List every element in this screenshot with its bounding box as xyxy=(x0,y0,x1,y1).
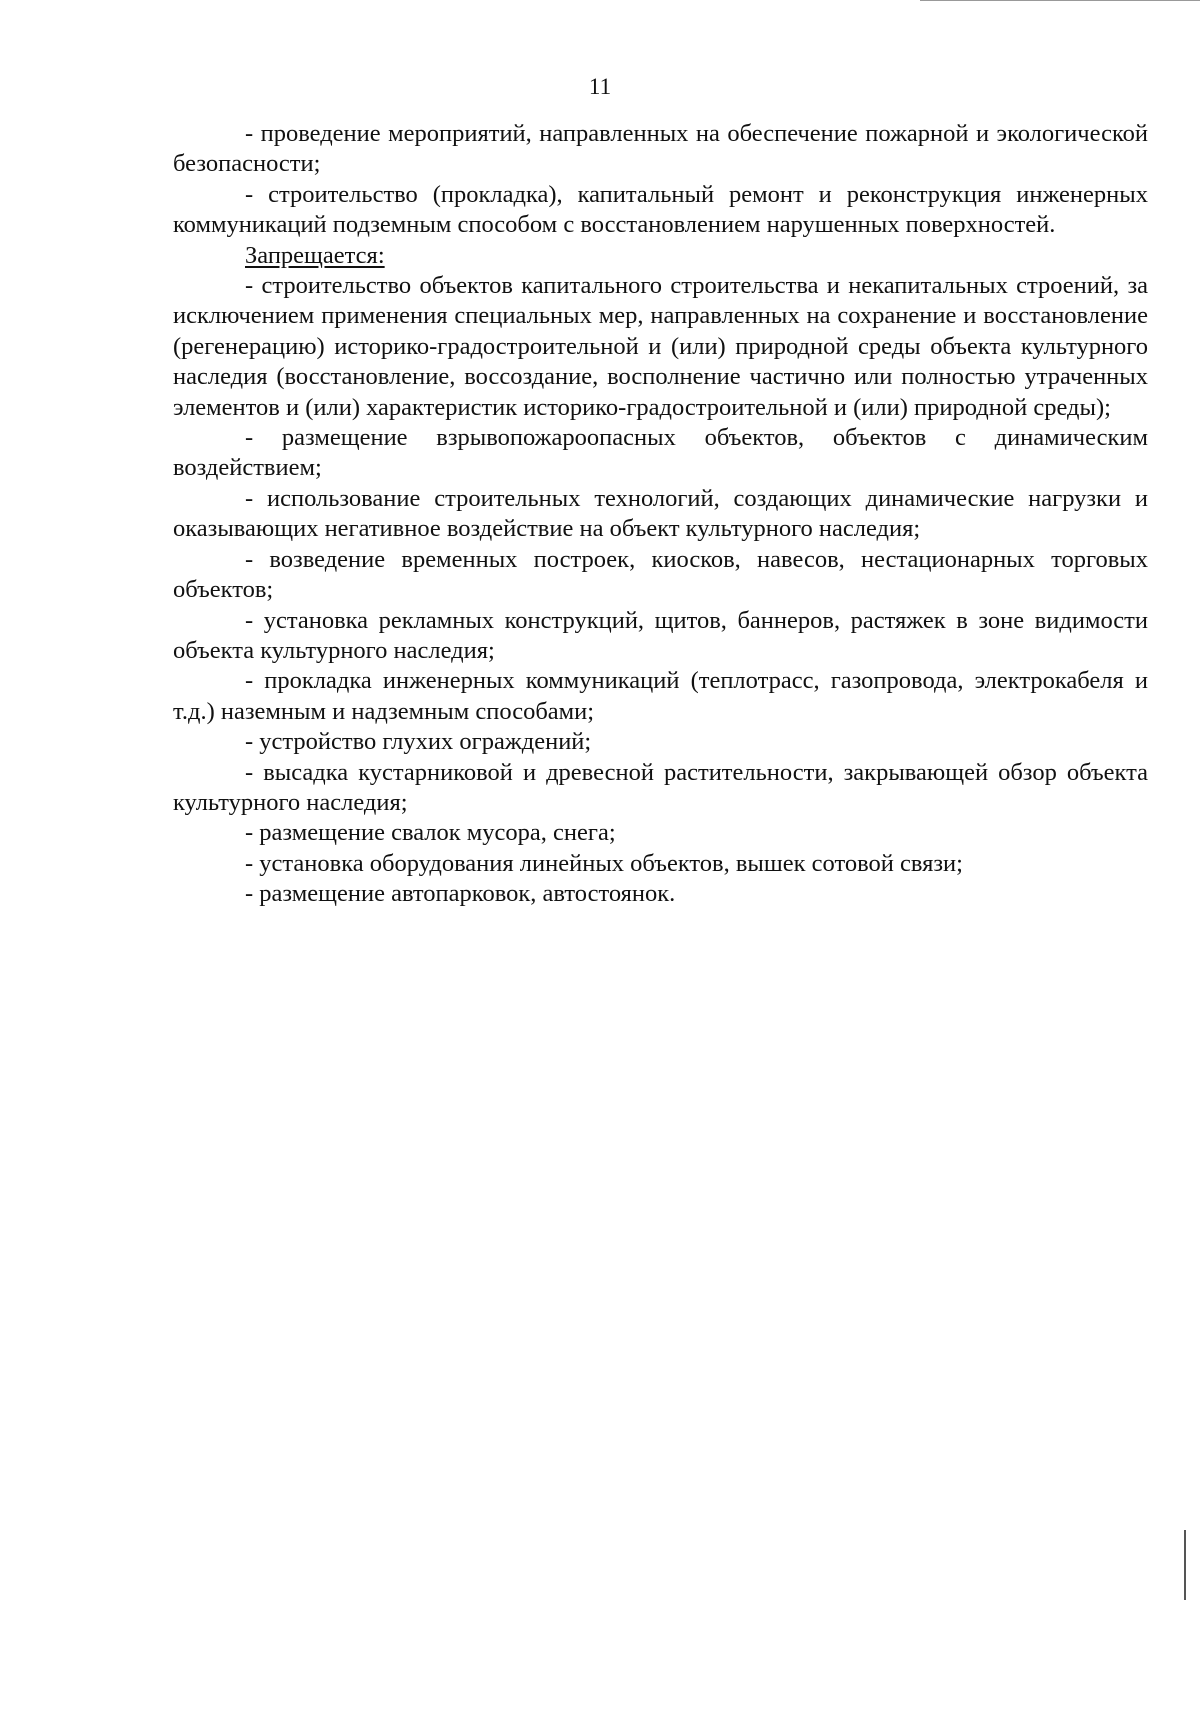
scan-edge-top xyxy=(920,0,1200,1)
allowed-item-underground-utilities: - строительство (прокладка), капитальный ремонт и реконструкция инженерных коммуникаций подземным способом с восстановлением нарушенных поверхностей. xyxy=(173,180,1148,239)
document-body xyxy=(173,119,1148,910)
prohibited-item-construction: - строительство объектов капитального строительства и некапитальных строений, за исключением применения специальных мер, направленных на сохранение и восстановление (регенерацию) историко-градостроительной и (или) природной среды объекта культурного наследия (восстановление, воссоздание, восполнение частично или полностью утраченных элементов и (или) характеристик историко-градостроительной и (или) природной среды); xyxy=(173,272,1148,421)
prohibited-item-vegetation: - высадка кустарниковой и древесной растительности, закрывающей обзор объекта культурного наследия; xyxy=(173,758,1148,816)
prohibited-item-solid-fences: - устройство глухих ограждений; xyxy=(245,728,592,756)
prohibited-item-temporary-buildings: - возведение временных построек, киосков, навесов, нестационарных торговых объектов; xyxy=(173,545,1148,604)
prohibited-item-dumps: - размещение свалок мусора, снега; xyxy=(245,819,616,847)
prohibited-item-explosive-objects: - размещение взрывопожароопасных объектов, объектов с динамическим воздействием; xyxy=(173,424,1148,482)
prohibited-heading xyxy=(173,241,1148,271)
prohibited-item-parking: - размещение автопарковок, автостоянок. xyxy=(245,880,676,908)
prohibited-item-dynamic-technologies: - использование строительных технологий, создающих динамические нагрузки и оказывающих негативное воздействие на объект культурного наследия; xyxy=(173,484,1148,543)
page-number: 11 xyxy=(588,74,612,99)
prohibited-item-overground-utilities: - прокладка инженерных коммуникаций (теплотрасс, газопровода, электрокабеля и т.д.) наземным и надземным способами; xyxy=(173,667,1148,725)
prohibited-item-advertising: - установка рекламных конструкций, щитов, баннеров, растяжек в зоне видимости объекта культурного наследия; xyxy=(173,606,1148,664)
prohibited-item-towers: - установка оборудования линейных объектов, вышек сотовой связи; xyxy=(245,849,963,877)
allowed-item-fire-ecology: - проведение мероприятий, направленных на обеспечение пожарной и экологической безопасности; xyxy=(173,120,1148,178)
scan-edge-right xyxy=(1184,1530,1186,1600)
prohibited-heading-text: Запрещается: xyxy=(245,241,385,269)
